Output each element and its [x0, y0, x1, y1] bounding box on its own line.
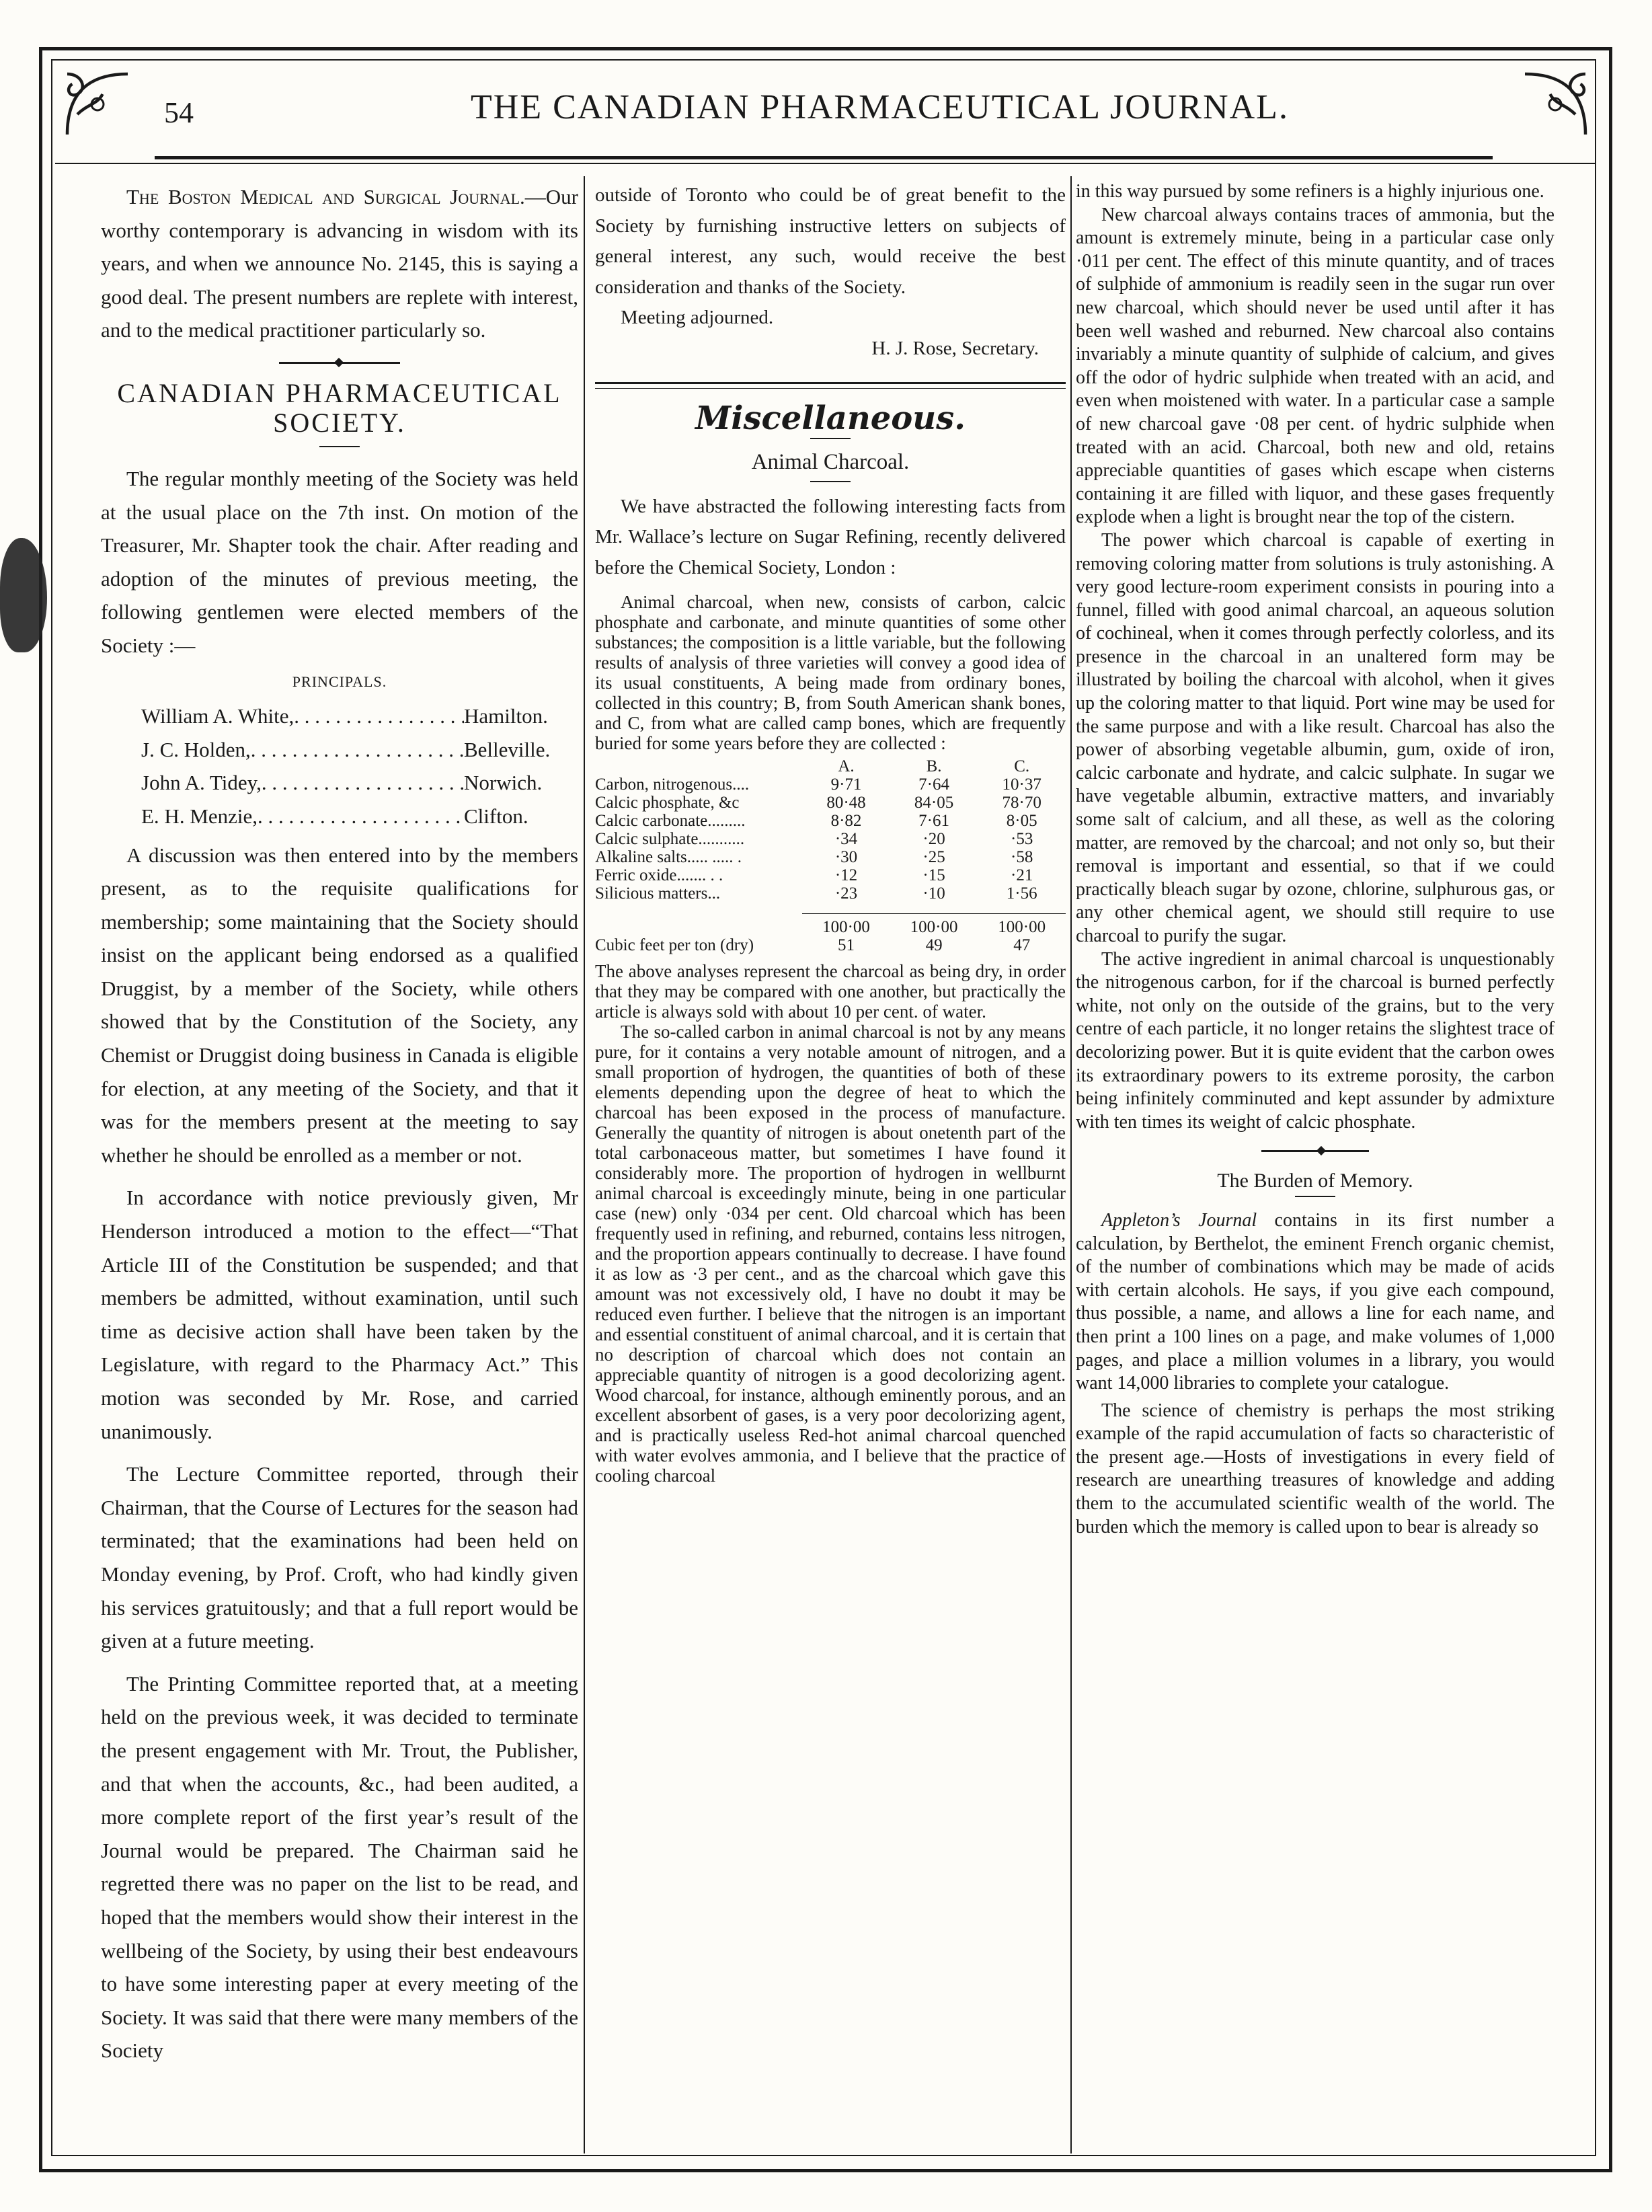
table-cell: ·10	[922, 884, 945, 903]
member-name: William A. White,	[141, 704, 294, 728]
table-cell: 49	[925, 936, 943, 954]
society-heading-line-2: SOCIETY.	[273, 407, 406, 438]
boston-journal-text: —Our worthy contemporary is advancing in wisdom with its years, and when we announce No. 2145, this is saying a good deal. The present numbers are replete with interest, and to the medical practitioner particularly so.	[101, 185, 578, 342]
secretary-signature: H. J. Rose, Secretary.	[871, 337, 1039, 359]
appleton-text: contains in its first number a calculation, by Berthelot, the eminent French organic chemist, of the number of combinations which may be made of acids with certain alcohols. He says, if you give each compound, thus possible, a name, and allows a line for each name, and then print a 100 lines on a page, and make volumes of 1,000 pages, and place a million volumes in a library, you would want 14,000 libraries to complete your catalogue.	[1076, 1209, 1555, 1394]
cubic-feet-row	[595, 936, 1066, 954]
header-rule	[155, 156, 1493, 159]
column-divider	[584, 176, 585, 2153]
continued-paragraph: in this way pursued by some refiners is a highly injurious one.	[1076, 181, 1544, 202]
member-entry	[141, 800, 578, 833]
row-label: Calcic phosphate, &c	[595, 793, 740, 812]
table-cell: ·15	[922, 866, 945, 884]
appleton-journal-name: Appleton’s Journal	[1101, 1209, 1257, 1231]
member-entry	[141, 733, 578, 767]
row-label: Calcic carbonate.........	[595, 811, 746, 830]
heading-rule	[810, 438, 851, 439]
column-middle	[595, 180, 1066, 2117]
table-row	[595, 848, 1066, 866]
miscellaneous-heading: Miscellaneous.	[695, 399, 966, 437]
member-name: J. C. Holden,	[141, 737, 251, 761]
analyses-note-paragraph: The above analyses represent the charcoal as being dry, in order that they may be compared with one another, but practically the article is always sold with about 10 per cent. of water.	[595, 960, 1066, 1022]
section-divider	[279, 362, 400, 364]
members-list	[141, 699, 578, 833]
decolorizing-power-paragraph: The power which charcoal is capable of exerting in removing coloring matter from solutions is truly astonishing. A very good lecture-room experiment consists in pouring into a funnel, filled with good animal charcoal, an aqueous solution of cochineal, when it comes through perfectly colorless, and its presence in the charcoal in an unaltered form may be illustrated by boiling the charcoal with alcohol, when it gives up the coloring matter to that liquid. Port wine may be used for the same purpose and with a like result. Charcoal has also the power of absorbing vegetable albumin, gum, oxide of iron, calcic carbonate and hydrate, and calcic sulphate. In sugar we have vegetable albumin, extractive matters, and invariably some salt of calcium, and all these, as well as the coloring matter, are removed by the charcoal; and not only so, but their removal is important and essential, so that if we could practically bleach sugar by ozone, chlorine, sulphurous gas, or any other chemical agent, we should still require to use charcoal to purify the sugar.	[1076, 529, 1555, 946]
table-cell: 7·64	[918, 775, 949, 794]
column-right	[1076, 180, 1555, 2117]
column-left	[101, 180, 578, 2117]
section-rule-thick	[595, 382, 1066, 384]
continued-paragraph: outside of Toronto who could be of great benefit to the Society by furnishing instructive letters on subjects of general interest, any such, would receive the best consideration and thanks of the Society.	[595, 184, 1066, 298]
printing-committee-paragraph: The Printing Committee reported that, at a meeting held on the previous week, it was decided to terminate the present engagement with Mr. Trout, the Publisher, and that when the accounts, &c., had been audited, a more complete report of the first year’s result of the Journal would be prepared. The Chairman said he regretted there was no paper on the list to be read, and hoped that the members would show their interest in the wellbeing of the Society, by using their best endeavours to have some interesting paper at every meeting of the Society. It was said that there were many members of the Society	[101, 1671, 578, 2063]
boston-journal-paragraph	[101, 180, 578, 347]
table-cell: ·58	[1011, 847, 1033, 866]
table-cell: 1·56	[1006, 884, 1037, 903]
table-cell: ·21	[1011, 866, 1033, 884]
boston-journal-lead: The Boston Medical and Surgical Journal.	[126, 185, 525, 208]
table-cell: 47	[1013, 936, 1031, 954]
table-cell: ·23	[834, 884, 858, 903]
society-heading: CANADIAN PHARMACEUTICAL	[117, 377, 562, 408]
member-town: Belleville.	[464, 737, 551, 761]
dot-leader	[262, 766, 464, 800]
animal-charcoal-paragraph: Animal charcoal, when new, consists of carbon, calcic phosphate and carbonate, and minute quantities of some other substances; the composition is a little variable, but the following results of analysis of three varieties will convey a good idea of its usual constituents, A being made from ordinary bones, collected in this country; B, from South American shank bones, and C, from what are called camp bones, which are frequently buried for some years before they are collected :	[595, 591, 1066, 753]
table-row	[595, 812, 1066, 830]
column-header-a: A.	[838, 757, 855, 775]
table-cell: ·25	[922, 847, 945, 866]
heading-rule	[319, 446, 360, 447]
table-header-row	[595, 757, 1066, 775]
totals-row	[595, 913, 1066, 936]
table-cell: 51	[838, 936, 855, 954]
new-charcoal-paragraph: New charcoal always contains traces of ammonia, but the amount is extremely minute, being in a particular case only ·011 per cent. The effect of this minute quantity, and of traces of sulphide of ammonium is readily seen in the sugar run over new charcoal, which should never be used until after it has been well washed and reburned. New charcoal also contains invariably a minute quantity of sulphide of calcium, and gives off the odor of hydric sulphide when treated with an acid, and even when moistened with water. In a particular case a sample of new charcoal gave ·08 per cent. of hydric sulphide when treated with an acid. Charcoal, both new and old, retains appreciable quantities of gases which escape when cisterns containing it are filled with liquor, and these gases frequently explode when a light is brought near the top of the cistern.	[1076, 204, 1555, 528]
row-label: Carbon, nitrogenous....	[595, 775, 750, 794]
member-town: Norwich.	[464, 771, 543, 795]
table-cell: 78·70	[1002, 793, 1041, 812]
discussion-paragraph: A discussion was then entered into by the members present, as to the requisite qualifications for membership; some maintaining that the Society should insist on the applicant being endorsed as a qualified Druggist, by a member of the Society, while others showed that by the Constitution of the Society, any Chemist or Druggist doing business in Canada is eligible for election, at any meeting of the Society, and that it was for the members present at the meeting to say whether he should be enrolled as a member or not.	[101, 843, 578, 1167]
table-cell: 8·82	[830, 811, 862, 830]
section-divider	[1261, 1150, 1369, 1152]
table-cell: 7·61	[918, 811, 949, 830]
table-cell: 8·05	[1006, 811, 1037, 830]
column-header-b: B.	[926, 757, 942, 775]
animal-charcoal-title: Animal Charcoal.	[751, 450, 910, 475]
corner-ornament-top-left-icon	[47, 54, 148, 155]
corner-ornament-top-right-icon	[1505, 54, 1606, 155]
burden-of-memory-title: The Burden of Memory.	[1217, 1170, 1413, 1192]
member-name: E. H. Menzie,	[141, 804, 258, 828]
header-rule-thin	[55, 163, 1595, 164]
table-row	[595, 794, 1066, 812]
member-entry	[141, 766, 578, 800]
carbon-nitrogen-paragraph: The so-called carbon in animal charcoal is not by any means pure, for it contains a very notable amount of nitrogen, and a small proportion of hydrogen, the quantities of both of these elements depending upon the degree of heat to which the charcoal has been exposed in the process of manufacture. Generally the quantity of nitrogen is about onetenth part of the total carbonaceous matter, but sometimes I have found it considerably more. The proportion of hydrogen in wellburnt animal charcoal is exceedingly minute, being in one particular case (new) only ·034 per cent. Old charcoal which has been frequently used in refining, and reburned, contains less nitrogen, and the proportion appears continually to decrease. I have found it as low as ·3 per cent., and as the charcoal which gave this amount was not excessively old, I have no doubt it may be reduced even further. I believe that the nitrogen is an important and essential constituent of animal charcoal, and it is certain that no description of charcoal which does not contain an appreciable quantity of nitrogen is a good decolorizing agent. Wood charcoal, for instance, although eminently porous, and an excellent absorbent of gases, is a very poor decolorizing agent, and is practically useless Red-hot animal charcoal quenched with water evolves ammonia, and I believe that the practice of cooling charcoal	[595, 1021, 1066, 1486]
table-cell: ·34	[834, 829, 858, 848]
total-cell: 100·00	[802, 913, 890, 936]
dot-leader	[251, 733, 464, 767]
table-cell: ·53	[1011, 829, 1033, 848]
meeting-paragraph: The regular monthly meeting of the Society was held at the usual place on the 7th inst. On motion of the Treasurer, Mr. Shapter took the chair. After reading and adoption of the minutes of previous meeting, the following gentlemen were elected members of the Society :—	[101, 466, 578, 657]
member-entry	[141, 699, 578, 733]
column-divider	[1070, 176, 1072, 2153]
row-label: Calcic sulphate...........	[595, 829, 745, 848]
table-cell: ·20	[922, 829, 945, 848]
heading-rule	[810, 481, 851, 482]
total-cell: 100·00	[890, 913, 978, 936]
member-town: Hamilton.	[464, 704, 548, 728]
column-header-c: C.	[1014, 757, 1030, 775]
lecture-committee-paragraph: The Lecture Committee reported, through their Chairman, that the Course of Lectures for the season had terminated; that the examinations had been held on Monday evening, by Prof. Croft, who had kindly given his services gratuitously; and that a full report would be given at a future meeting.	[101, 1462, 578, 1653]
dot-leader	[294, 699, 464, 733]
table-cell: ·30	[834, 847, 858, 866]
heading-rule	[1295, 1196, 1335, 1197]
member-town: Clifton.	[464, 804, 528, 828]
table-row	[595, 775, 1066, 794]
henderson-motion-paragraph: In accordance with notice previously given, Mr Henderson introduced a motion to the effect—“That Article III of the Constitution be suspended; and that members be admitted, without examination, until such time as decisive action shall have been taken by the Legislature, with regard to the Pharmacy Act.” This motion was seconded by Mr. Rose, and carried unanimously.	[101, 1186, 578, 1443]
quoted-extract	[595, 592, 1066, 1486]
table-cell: ·12	[834, 866, 858, 884]
section-rule-thin	[595, 388, 1066, 389]
table-cell: 10·37	[1002, 775, 1041, 794]
table-cell: 80·48	[826, 793, 866, 812]
row-label: Alkaline salts..... ..... .	[595, 847, 742, 866]
table-row	[595, 866, 1066, 884]
table-row	[595, 830, 1066, 848]
active-ingredient-paragraph: The active ingredient in animal charcoal is unquestionably the nitrogenous carbon, for if the charcoal is burned perfectly white, not only on the outside of the grains, but to the very centre of each particle, it no longer retains the slightest trace of decolorizing power. But it is quite evident that the carbon owes its extraordinary powers to its extreme porosity, the carbon being infinitely comminuted and kept assunder by admixture with ten times its weight of calcic phosphate.	[1076, 948, 1555, 1133]
abstract-paragraph: We have abstracted the following interesting facts from Mr. Wallace’s lecture on Sugar Refining, recently delivered before the Chemical Society, London :	[595, 495, 1066, 578]
meeting-adjourned: Meeting adjourned.	[621, 307, 774, 329]
member-name: John A. Tidey,	[141, 771, 262, 795]
dot-leader	[258, 800, 464, 833]
table-cell: 84·05	[914, 793, 954, 812]
table-row	[595, 884, 1066, 903]
science-chemistry-paragraph: The science of chemistry is perhaps the most striking example of the rapid accumulation of facts so characteristic of the present age.—Hosts of investigations in every field of research are unearthing treasures of knowledge and adding them to the accumulated scientific wealth of the world. The burden which the memory is called upon to bear is already so	[1076, 1400, 1555, 1537]
principals-label: PRINCIPALS.	[292, 673, 387, 690]
page-number: 54	[164, 96, 194, 129]
analysis-table	[595, 757, 1066, 954]
table-cell: 9·71	[830, 775, 862, 794]
row-label: Cubic feet per ton (dry)	[595, 936, 754, 954]
total-cell: 100·00	[978, 913, 1066, 936]
row-label: Ferric oxide....... . .	[595, 866, 723, 884]
row-label: Silicious matters...	[595, 884, 721, 903]
appleton-paragraph	[1076, 1209, 1555, 1396]
journal-title: THE CANADIAN PHARMACEUTICAL JOURNAL.	[471, 88, 1289, 126]
